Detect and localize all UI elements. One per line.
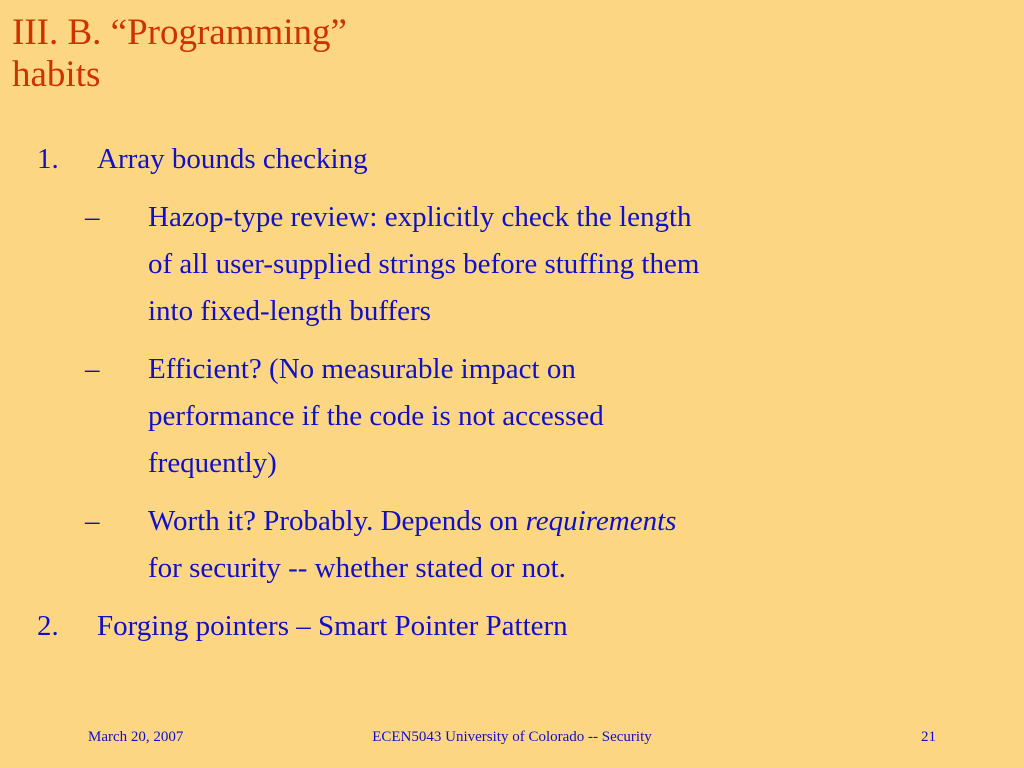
- list-item-number: 2.: [37, 610, 59, 642]
- dash-bullet: –: [85, 201, 100, 233]
- sub-item-line: performance if the code is not accessed: [148, 400, 604, 432]
- list-item-text: Array bounds checking: [97, 143, 368, 175]
- sub-item-line: Efficient? (No measurable impact on: [148, 353, 576, 385]
- sub-item-text: [148, 498, 928, 592]
- slide-title: [12, 12, 347, 96]
- sub-item-text: [148, 346, 928, 487]
- sub-item-line: Hazop-type review: explicitly check the length: [148, 201, 692, 233]
- footer-course: ECEN5043 University of Colorado -- Security: [372, 729, 652, 745]
- footer-date: March 20, 2007: [88, 729, 184, 745]
- sub-item-line-prefix: Worth it? Probably. Depends on: [148, 505, 526, 537]
- dash-bullet: –: [85, 505, 100, 537]
- sub-item-line: for security -- whether stated or not.: [148, 552, 566, 584]
- list-item-number: 1.: [37, 143, 59, 175]
- slide-title-line-2: habits: [12, 54, 101, 95]
- list-item-text: Forging pointers – Smart Pointer Pattern: [97, 610, 568, 642]
- footer-page-number: 21: [921, 729, 936, 745]
- slide-title-line-1: III. B. “Programming”: [12, 12, 347, 53]
- dash-bullet: –: [85, 353, 100, 385]
- sub-item-line: of all user-supplied strings before stuffing them: [148, 248, 700, 280]
- sub-item-line: frequently): [148, 447, 277, 479]
- emphasis-requirements: requirements: [525, 505, 677, 537]
- sub-item-line: [148, 498, 928, 545]
- sub-item-text: [148, 194, 928, 335]
- sub-item-line: into fixed-length buffers: [148, 295, 431, 327]
